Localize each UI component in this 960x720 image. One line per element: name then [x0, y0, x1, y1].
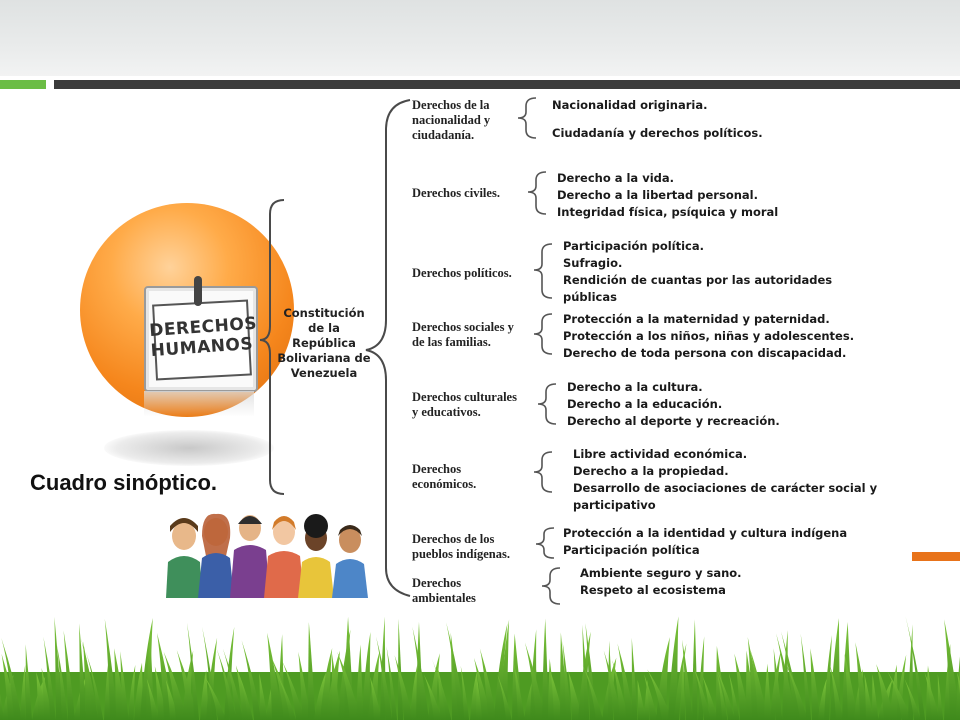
category-items [580, 565, 742, 599]
category-title: Derechos culturales y educativos. [412, 390, 517, 419]
list-item: participativo [573, 498, 656, 512]
list-item: Libre actividad económica. [573, 447, 748, 461]
list-item: Ciudadanía y derechos políticos. [552, 126, 763, 140]
brace-6 [534, 452, 552, 492]
list-item: Integridad física, psíquica y moral [557, 205, 779, 219]
list-item: Protección a los niños, niñas y adolescentes. [563, 329, 855, 343]
list-item: Derecho al deporte y recreación. [567, 414, 780, 428]
list-item: Participación política [563, 543, 700, 557]
brace-8 [542, 568, 560, 604]
grass-blade [542, 618, 549, 720]
sign-line-2: HUMANOS [150, 333, 254, 362]
list-item: Participación política. [563, 239, 704, 253]
category-items [552, 96, 763, 142]
category-title: Derechos ambientales [412, 576, 476, 605]
list-item: Derecho a la propiedad. [573, 464, 729, 478]
category-items [563, 311, 854, 362]
category-items [563, 525, 847, 559]
brace-2 [528, 172, 546, 214]
category-title: Derechos sociales y de las familias. [412, 320, 514, 349]
category-items [573, 446, 877, 514]
list-item: Derecho a la cultura. [567, 380, 703, 394]
category-items [563, 238, 832, 306]
category-title: Derechos económicos. [412, 462, 477, 491]
sign-line-1: DERECHOS [148, 313, 258, 342]
category-title: Derechos de la nacionalidad y ciudadanía. [412, 98, 491, 142]
list-item: Ambiente seguro y sano. [580, 566, 742, 580]
list-item: Derecho a la educación. [567, 397, 723, 411]
brace-5 [538, 384, 556, 424]
list-item: Derecho a la vida. [557, 171, 674, 185]
list-item: públicas [563, 290, 617, 304]
brace-7 [536, 528, 554, 558]
list-item: Nacionalidad originaria. [552, 98, 708, 112]
category-title: Derechos de los pueblos indígenas. [412, 532, 510, 561]
list-item: Sufragio. [563, 256, 623, 270]
list-item: Derecho de toda persona con discapacidad. [563, 346, 847, 360]
list-item: Protección a la identidad y cultura indígena [563, 526, 848, 540]
grass-blade [692, 619, 698, 720]
list-item: Protección a la maternidad y paternidad. [563, 312, 830, 326]
list-item: Derecho a la libertad personal. [557, 188, 758, 202]
list-item: Respeto al ecosistema [580, 583, 726, 597]
list-item: Rendición de cuantas por las autoridades [563, 273, 833, 287]
brace-1 [518, 98, 536, 138]
brace-3 [534, 244, 552, 298]
grass-blade [308, 622, 316, 720]
center-node-label: Constitución de la República Bolivariana de Venezuela [277, 306, 371, 380]
list-item: Desarrollo de asociaciones de carácter social y [573, 481, 878, 495]
category-title: Derechos civiles. [412, 186, 500, 200]
brace-4 [534, 314, 552, 354]
category-title: Derechos políticos. [412, 266, 512, 280]
category-items [567, 379, 780, 430]
caption: Cuadro sinóptico. [30, 470, 217, 495]
grass-decoration [0, 612, 960, 720]
main-brace [366, 100, 410, 596]
category-items [557, 170, 778, 221]
